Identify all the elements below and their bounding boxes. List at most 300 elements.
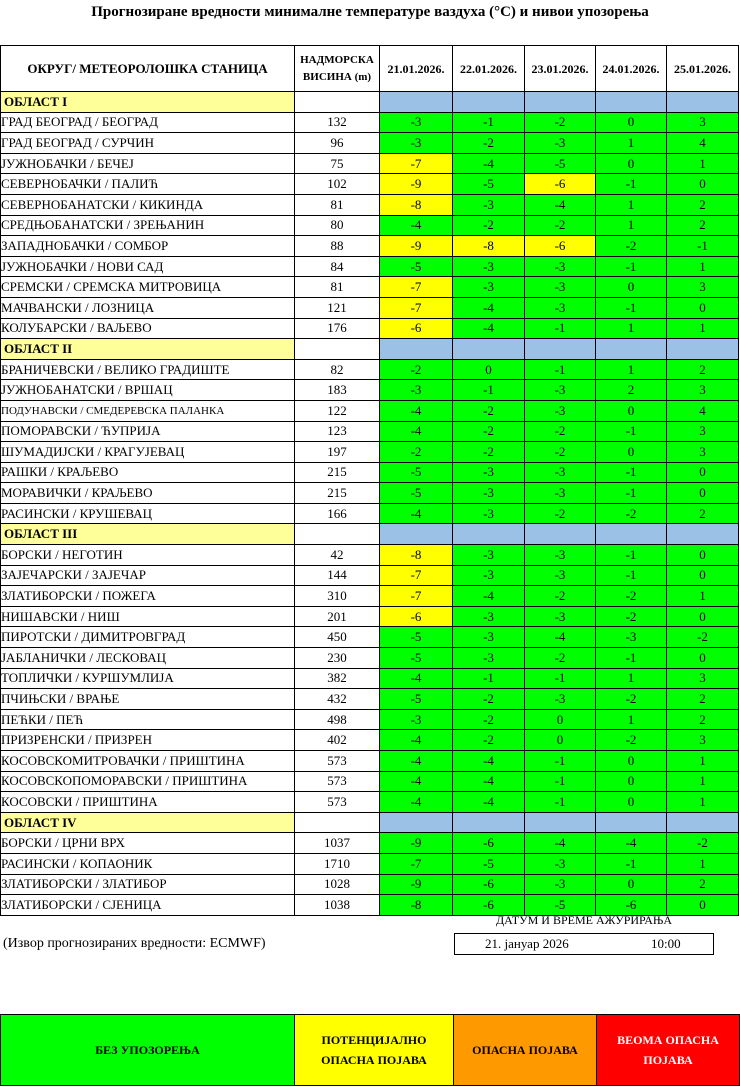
temperature-cell: -3 xyxy=(525,380,596,401)
temperature-cell: -3 xyxy=(525,133,596,154)
legend-very-dangerous: ВЕОМА ОПАСНА ПОЈАВА xyxy=(597,1015,740,1086)
temperature-cell: -4 xyxy=(380,771,453,792)
station-altitude: 215 xyxy=(295,483,380,504)
temperature-cell: -1 xyxy=(596,565,667,586)
temperature-cell: 0 xyxy=(667,565,739,586)
temperature-cell: -3 xyxy=(380,380,453,401)
temperature-cell: -5 xyxy=(525,895,596,916)
temperature-cell: -1 xyxy=(667,236,739,257)
station-altitude: 573 xyxy=(295,751,380,772)
temperature-cell: -3 xyxy=(525,297,596,318)
station-row xyxy=(1,236,739,257)
temperature-cell: -4 xyxy=(453,297,525,318)
temperature-cell: -7 xyxy=(380,565,453,586)
temperature-cell: -3 xyxy=(453,565,525,586)
date-column-header: 25.01.2026. xyxy=(667,46,739,92)
station-row xyxy=(1,400,739,421)
temperature-cell: -3 xyxy=(525,256,596,277)
station-altitude: 1037 xyxy=(295,833,380,854)
region-band-cell xyxy=(667,812,739,833)
station-altitude: 82 xyxy=(295,359,380,380)
temperature-cell: -2 xyxy=(525,421,596,442)
station-name: ПЧИЊСКИ / ВРАЊЕ xyxy=(1,689,295,710)
station-row xyxy=(1,112,739,133)
station-name: ЈАБЛАНИЧКИ / ЛЕСКОВАЦ xyxy=(1,648,295,669)
station-row xyxy=(1,256,739,277)
station-name: КОСОВСКОПОМОРАВСКИ / ПРИШТИНА xyxy=(1,771,295,792)
temperature-cell: -2 xyxy=(525,215,596,236)
temperature-cell: 3 xyxy=(667,380,739,401)
temperature-cell: -3 xyxy=(453,503,525,524)
station-altitude: 573 xyxy=(295,792,380,813)
region-band-cell xyxy=(525,812,596,833)
temperature-cell: 1 xyxy=(596,133,667,154)
update-box xyxy=(454,933,714,955)
region-row xyxy=(1,812,739,833)
station-altitude: 432 xyxy=(295,689,380,710)
temperature-cell: -2 xyxy=(453,215,525,236)
station-name: ЗЛАТИБОРСКИ / СЈЕНИЦА xyxy=(1,895,295,916)
temperature-cell: -5 xyxy=(380,689,453,710)
station-name: ПОМОРАВСКИ / ЋУПРИЈА xyxy=(1,421,295,442)
temperature-cell: -6 xyxy=(453,833,525,854)
station-row xyxy=(1,462,739,483)
temperature-cell: 0 xyxy=(596,751,667,772)
region-band-cell xyxy=(596,339,667,360)
temperature-cell: 2 xyxy=(667,689,739,710)
temperature-cell: 0 xyxy=(596,277,667,298)
temperature-cell: 1 xyxy=(596,318,667,339)
station-name: КОСОВСКОМИТРОВАЧКИ / ПРИШТИНА xyxy=(1,751,295,772)
temperature-cell: -7 xyxy=(380,153,453,174)
temperature-cell: -9 xyxy=(380,833,453,854)
temperature-cell: -3 xyxy=(525,483,596,504)
temperature-cell: 1 xyxy=(667,256,739,277)
temperature-cell: 2 xyxy=(667,194,739,215)
temperature-cell: -2 xyxy=(596,689,667,710)
region-blank-cell xyxy=(295,812,380,833)
station-altitude: 382 xyxy=(295,668,380,689)
station-altitude: 1028 xyxy=(295,874,380,895)
station-row xyxy=(1,668,739,689)
temperature-cell: 0 xyxy=(596,792,667,813)
temperature-cell: -3 xyxy=(453,277,525,298)
temperature-cell: 0 xyxy=(667,174,739,195)
temperature-cell: -3 xyxy=(453,194,525,215)
temperature-cell: -9 xyxy=(380,174,453,195)
region-name: ОБЛАСТ III xyxy=(1,524,295,545)
temperature-cell: -2 xyxy=(596,586,667,607)
temperature-cell: -3 xyxy=(453,462,525,483)
station-altitude: 230 xyxy=(295,648,380,669)
temperature-cell: -3 xyxy=(525,400,596,421)
temperature-cell: -9 xyxy=(380,874,453,895)
station-name: НИШАВСКИ / НИШ xyxy=(1,606,295,627)
station-row xyxy=(1,853,739,874)
station-altitude: 81 xyxy=(295,194,380,215)
temperature-cell: -4 xyxy=(525,833,596,854)
station-row xyxy=(1,153,739,174)
temperature-cell: -3 xyxy=(525,462,596,483)
temperature-cell: -2 xyxy=(453,421,525,442)
temperature-cell: -3 xyxy=(380,112,453,133)
station-name: КОСОВСКИ / ПРИШТИНА xyxy=(1,792,295,813)
station-name: МАЧВАНСКИ / ЛОЗНИЦА xyxy=(1,297,295,318)
temperature-cell: -6 xyxy=(453,895,525,916)
temperature-cell: -6 xyxy=(453,874,525,895)
station-row xyxy=(1,297,739,318)
temperature-cell: 0 xyxy=(667,483,739,504)
station-name: ЈУЖНОБАЧКИ / НОВИ САД xyxy=(1,256,295,277)
region-band-cell xyxy=(667,92,739,113)
station-altitude: 84 xyxy=(295,256,380,277)
temperature-cell: 0 xyxy=(667,606,739,627)
temperature-cell: -2 xyxy=(667,833,739,854)
station-name: ГРАД БЕОГРАД / СУРЧИН xyxy=(1,133,295,154)
station-name: КОЛУБАРСКИ / ВАЉЕВО xyxy=(1,318,295,339)
station-name: ПИРОТСКИ / ДИМИТРОВГРАД xyxy=(1,627,295,648)
station-altitude: 123 xyxy=(295,421,380,442)
station-altitude: 201 xyxy=(295,606,380,627)
temperature-cell: 0 xyxy=(453,359,525,380)
station-name: ШУМАДИЈСКИ / КРАГУЈЕВАЦ xyxy=(1,442,295,463)
temperature-cell: -3 xyxy=(453,648,525,669)
temperature-cell: -2 xyxy=(453,709,525,730)
temperature-cell: -6 xyxy=(525,174,596,195)
temperature-cell: 1 xyxy=(596,194,667,215)
station-name: БРАНИЧЕВСКИ / ВЕЛИКО ГРАДИШТЕ xyxy=(1,359,295,380)
temperature-cell: 0 xyxy=(596,153,667,174)
temperature-cell: -1 xyxy=(596,421,667,442)
temperature-cell: -5 xyxy=(380,483,453,504)
region-band-cell xyxy=(380,92,453,113)
temperature-cell: -4 xyxy=(380,215,453,236)
region-band-cell xyxy=(380,339,453,360)
temperature-cell: -7 xyxy=(380,853,453,874)
temperature-cell: -3 xyxy=(596,627,667,648)
region-band-cell xyxy=(453,339,525,360)
temperature-cell: 1 xyxy=(596,668,667,689)
temperature-cell: 0 xyxy=(596,442,667,463)
station-altitude: 183 xyxy=(295,380,380,401)
temperature-cell: -2 xyxy=(453,400,525,421)
update-date: 21. јануар 2026 xyxy=(485,936,569,951)
temperature-cell: -4 xyxy=(453,771,525,792)
temperature-cell: -5 xyxy=(380,256,453,277)
region-band-cell xyxy=(453,92,525,113)
temperature-cell: 0 xyxy=(667,545,739,566)
temperature-cell: -1 xyxy=(596,256,667,277)
temperature-cell: 1 xyxy=(596,359,667,380)
temperature-cell: 1 xyxy=(667,586,739,607)
station-name: ЗЛАТИБОРСКИ / ПОЖЕГА xyxy=(1,586,295,607)
station-altitude: 1710 xyxy=(295,853,380,874)
station-name: РАСИНСКИ / КРУШЕВАЦ xyxy=(1,503,295,524)
station-row xyxy=(1,421,739,442)
station-altitude: 498 xyxy=(295,709,380,730)
temperature-cell: -4 xyxy=(525,194,596,215)
station-row xyxy=(1,730,739,751)
station-row xyxy=(1,792,739,813)
region-band-cell xyxy=(380,524,453,545)
temperature-cell: -8 xyxy=(380,895,453,916)
temperature-cell: -1 xyxy=(596,297,667,318)
temperature-cell: -8 xyxy=(453,236,525,257)
station-row xyxy=(1,874,739,895)
station-row xyxy=(1,689,739,710)
station-name: РАСИНСКИ / КОПАОНИК xyxy=(1,853,295,874)
temperature-cell: -5 xyxy=(380,462,453,483)
altitude-column-header: НАДМОРСКА ВИСИНА (m) xyxy=(295,46,380,92)
station-altitude: 1038 xyxy=(295,895,380,916)
date-column-header: 22.01.2026. xyxy=(453,46,525,92)
temperature-cell: -1 xyxy=(525,771,596,792)
temperature-cell: -2 xyxy=(453,133,525,154)
temperature-cell: -4 xyxy=(380,668,453,689)
temperature-cell: 0 xyxy=(667,895,739,916)
region-name: ОБЛАСТ II xyxy=(1,339,295,360)
region-row xyxy=(1,92,739,113)
station-name: СЕВЕРНОБАЧКИ / ПАЛИЋ xyxy=(1,174,295,195)
temperature-cell: -1 xyxy=(596,174,667,195)
update-label: ДАТУМ И ВРЕМЕ АЖУРИРАЊА xyxy=(496,913,672,927)
station-row xyxy=(1,833,739,854)
region-band-cell xyxy=(380,812,453,833)
table-header-row xyxy=(1,46,739,92)
temperature-cell: 2 xyxy=(667,359,739,380)
station-name: СЕВЕРНОБАНАТСКИ / КИКИНДА xyxy=(1,194,295,215)
temperature-cell: -1 xyxy=(525,318,596,339)
station-name: ЗЛАТИБОРСКИ / ЗЛАТИБОР xyxy=(1,874,295,895)
temperature-cell: -1 xyxy=(525,792,596,813)
region-name: ОБЛАСТ IV xyxy=(1,812,295,833)
station-altitude: 102 xyxy=(295,174,380,195)
temperature-cell: 1 xyxy=(667,318,739,339)
legend-potentially-dangerous: ПОТЕНЦИЈАЛНО ОПАСНА ПОЈАВА xyxy=(295,1015,454,1086)
station-row xyxy=(1,483,739,504)
temperature-cell: -1 xyxy=(596,462,667,483)
temperature-cell: 0 xyxy=(525,730,596,751)
station-altitude: 80 xyxy=(295,215,380,236)
temperature-cell: -4 xyxy=(453,792,525,813)
temperature-cell: -3 xyxy=(525,874,596,895)
region-band-cell xyxy=(667,524,739,545)
station-name: ЈУЖНОБАЧКИ / БЕЧЕЈ xyxy=(1,153,295,174)
temperature-cell: -3 xyxy=(453,256,525,277)
station-name: СРЕМСКИ / СРЕМСКА МИТРОВИЦА xyxy=(1,277,295,298)
temperature-cell: 0 xyxy=(667,462,739,483)
temperature-cell: -3 xyxy=(380,709,453,730)
temperature-cell: -6 xyxy=(380,318,453,339)
temperature-cell: 3 xyxy=(667,668,739,689)
station-altitude: 42 xyxy=(295,545,380,566)
temperature-cell: -6 xyxy=(525,236,596,257)
temperature-cell: -4 xyxy=(380,751,453,772)
region-row xyxy=(1,524,739,545)
temperature-cell: -1 xyxy=(453,380,525,401)
temperature-cell: -3 xyxy=(525,606,596,627)
region-band-cell xyxy=(453,812,525,833)
station-row xyxy=(1,174,739,195)
station-row xyxy=(1,215,739,236)
station-name: ЈУЖНОБАНАТСКИ / ВРШАЦ xyxy=(1,380,295,401)
temperature-cell: -2 xyxy=(380,442,453,463)
station-row xyxy=(1,318,739,339)
temperature-cell: 2 xyxy=(667,874,739,895)
station-altitude: 75 xyxy=(295,153,380,174)
temperature-cell: -9 xyxy=(380,236,453,257)
temperature-cell: 0 xyxy=(596,112,667,133)
temperature-cell: -6 xyxy=(380,606,453,627)
temperature-cell: -4 xyxy=(380,421,453,442)
region-blank-cell xyxy=(295,524,380,545)
warning-legend xyxy=(0,1014,740,1086)
temperature-cell: -2 xyxy=(525,586,596,607)
station-row xyxy=(1,606,739,627)
temperature-cell: -1 xyxy=(596,483,667,504)
date-column-header: 24.01.2026. xyxy=(596,46,667,92)
temperature-cell: -2 xyxy=(596,606,667,627)
source-note: (Извор прогнозираних вредности: ECMWF) xyxy=(3,936,266,951)
temperature-cell: -4 xyxy=(453,153,525,174)
station-altitude: 88 xyxy=(295,236,380,257)
temperature-cell: -3 xyxy=(453,606,525,627)
temperature-cell: 0 xyxy=(667,648,739,669)
station-altitude: 132 xyxy=(295,112,380,133)
region-band-cell xyxy=(525,92,596,113)
temperature-cell: -8 xyxy=(380,545,453,566)
date-column-header: 23.01.2026. xyxy=(525,46,596,92)
station-row xyxy=(1,277,739,298)
temperature-cell: -2 xyxy=(596,730,667,751)
temperature-cell: -5 xyxy=(380,627,453,648)
region-band-cell xyxy=(596,812,667,833)
temperature-cell: -3 xyxy=(525,853,596,874)
station-name: ПОДУНАВСКИ / СМЕДЕРЕВСКА ПАЛАНКА xyxy=(1,400,295,421)
temperature-cell: 2 xyxy=(596,380,667,401)
region-band-cell xyxy=(525,339,596,360)
temperature-cell: -1 xyxy=(525,668,596,689)
station-row xyxy=(1,359,739,380)
temperature-cell: 1 xyxy=(667,771,739,792)
temperature-cell: -3 xyxy=(453,627,525,648)
temperature-cell: 1 xyxy=(667,792,739,813)
temperature-cell: 4 xyxy=(667,133,739,154)
station-row xyxy=(1,194,739,215)
temperature-cell: -2 xyxy=(596,503,667,524)
temperature-cell: -4 xyxy=(525,627,596,648)
legend-no-warning: БЕЗ УПОЗОРЕЊА xyxy=(1,1015,295,1086)
temperature-cell: -3 xyxy=(453,483,525,504)
temperature-cell: -1 xyxy=(453,112,525,133)
temperature-cell: -2 xyxy=(667,627,739,648)
temperature-cell: -3 xyxy=(525,689,596,710)
temperature-cell: -4 xyxy=(453,318,525,339)
station-row xyxy=(1,751,739,772)
temperature-cell: 0 xyxy=(596,874,667,895)
temperature-cell: 1 xyxy=(596,215,667,236)
temperature-cell: -3 xyxy=(525,277,596,298)
temperature-cell: 0 xyxy=(596,400,667,421)
station-row xyxy=(1,565,739,586)
station-row xyxy=(1,771,739,792)
station-altitude: 122 xyxy=(295,400,380,421)
temperature-cell: -1 xyxy=(525,751,596,772)
temperature-cell: -7 xyxy=(380,586,453,607)
station-altitude: 176 xyxy=(295,318,380,339)
station-altitude: 121 xyxy=(295,297,380,318)
temperature-cell: -6 xyxy=(596,895,667,916)
temperature-cell: 4 xyxy=(667,400,739,421)
station-name: МОРАВИЧКИ / КРАЉЕВО xyxy=(1,483,295,504)
station-name: ЗАПАДНОБАЧКИ / СОМБОР xyxy=(1,236,295,257)
station-name: ЗАЈЕЧАРСКИ / ЗАЈЕЧАР xyxy=(1,565,295,586)
temperature-cell: -7 xyxy=(380,297,453,318)
station-altitude: 450 xyxy=(295,627,380,648)
temperature-cell: -5 xyxy=(453,174,525,195)
station-name: ТОПЛИЧКИ / КУРШУМЛИЈА xyxy=(1,668,295,689)
temperature-cell: 1 xyxy=(667,153,739,174)
temperature-cell: 3 xyxy=(667,421,739,442)
temperature-cell: -2 xyxy=(525,442,596,463)
temperature-cell: 0 xyxy=(525,709,596,730)
temperature-cell: -4 xyxy=(380,400,453,421)
temperature-cell: -2 xyxy=(453,442,525,463)
station-row xyxy=(1,545,739,566)
station-altitude: 81 xyxy=(295,277,380,298)
date-column-header: 21.01.2026. xyxy=(380,46,453,92)
region-row xyxy=(1,339,739,360)
temperature-cell: 3 xyxy=(667,730,739,751)
temperature-cell: -3 xyxy=(380,133,453,154)
station-altitude: 197 xyxy=(295,442,380,463)
station-name: ГРАД БЕОГРАД / БЕОГРАД xyxy=(1,112,295,133)
temperature-cell: -2 xyxy=(453,730,525,751)
temperature-cell: -1 xyxy=(596,545,667,566)
region-name: ОБЛАСТ I xyxy=(1,92,295,113)
forecast-table xyxy=(0,45,739,916)
station-column-header: ОКРУГ/ МЕТЕОРОЛОШКА СТАНИЦА xyxy=(1,46,295,92)
station-row xyxy=(1,627,739,648)
station-row xyxy=(1,442,739,463)
temperature-cell: 0 xyxy=(667,297,739,318)
page-title: Прогнозиране вредности минималне температуре ваздуха (°C) и нивои упозорења xyxy=(91,4,649,20)
temperature-cell: 3 xyxy=(667,112,739,133)
temperature-cell: -4 xyxy=(380,730,453,751)
temperature-cell: -2 xyxy=(596,236,667,257)
station-row xyxy=(1,503,739,524)
temperature-cell: -8 xyxy=(380,194,453,215)
station-altitude: 310 xyxy=(295,586,380,607)
station-name: БОРСКИ / НЕГОТИН xyxy=(1,545,295,566)
region-blank-cell xyxy=(295,339,380,360)
temperature-cell: 1 xyxy=(667,751,739,772)
temperature-cell: -1 xyxy=(596,853,667,874)
temperature-cell: -3 xyxy=(525,565,596,586)
station-name: ПЕЋКИ / ПЕЋ xyxy=(1,709,295,730)
legend-dangerous: ОПАСНА ПОЈАВА xyxy=(454,1015,597,1086)
station-name: ПРИЗРЕНСКИ / ПРИЗРЕН xyxy=(1,730,295,751)
station-row xyxy=(1,709,739,730)
temperature-cell: -4 xyxy=(380,792,453,813)
region-band-cell xyxy=(596,92,667,113)
station-altitude: 215 xyxy=(295,462,380,483)
station-altitude: 402 xyxy=(295,730,380,751)
update-time: 10:00 xyxy=(651,936,681,951)
temperature-cell: -4 xyxy=(453,586,525,607)
temperature-cell: 1 xyxy=(596,709,667,730)
temperature-cell: 2 xyxy=(667,709,739,730)
